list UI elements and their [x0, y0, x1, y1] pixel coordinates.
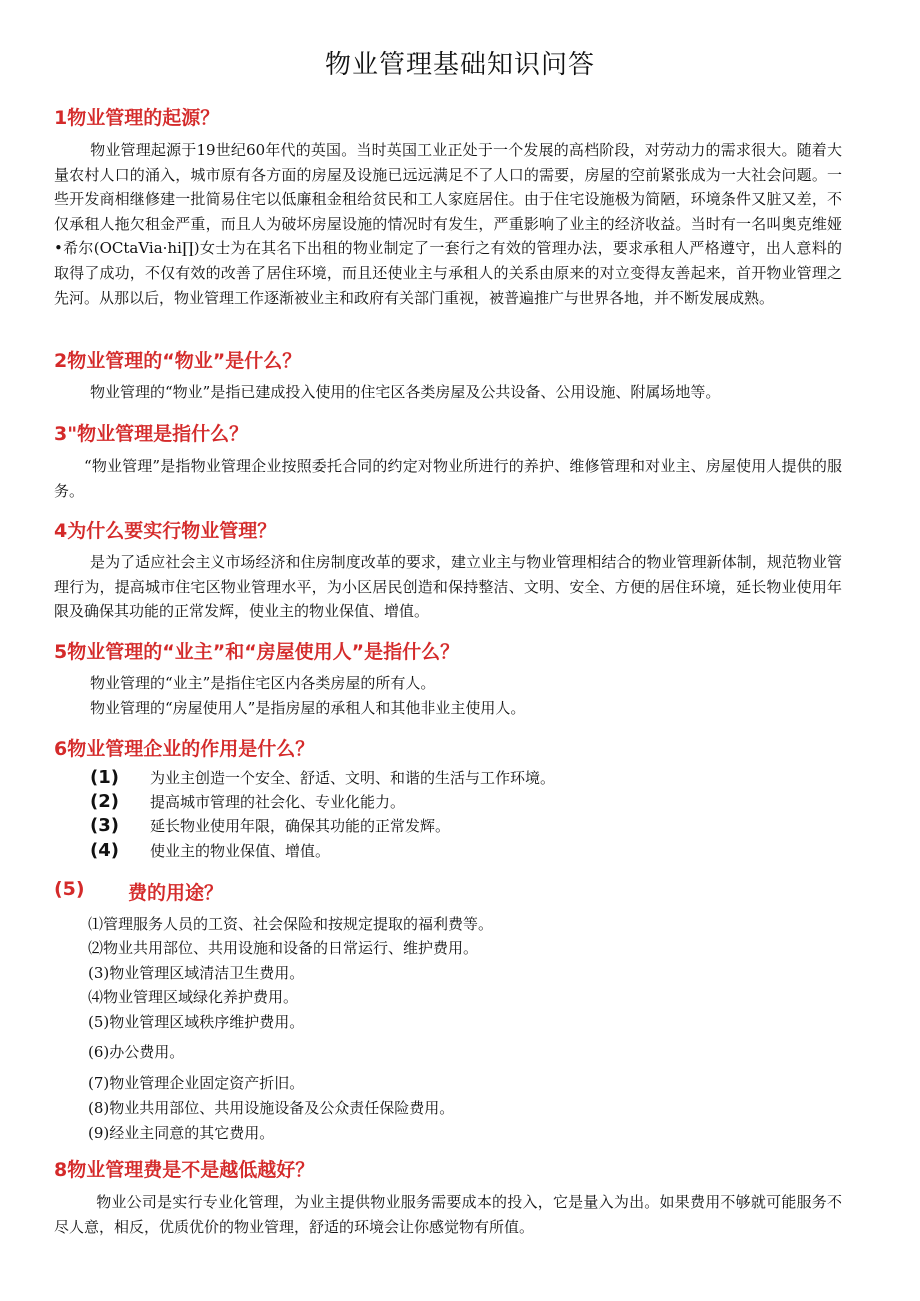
question-2-answer	[54, 380, 842, 405]
role-item-4	[90, 840, 330, 861]
role-item-number: (3)	[90, 815, 119, 836]
fee-use-item: ⑷物业管理区域绿化养护费用。	[88, 988, 299, 1006]
question-3-answer	[54, 454, 842, 503]
question-5-answer-line-2: 物业管理的“房屋使用人”是指房屋的承租人和其他非业主使用人。	[90, 699, 526, 717]
question-6-heading: 6物业管理企业的作用是什么？	[54, 738, 315, 760]
role-item-text: 提高城市管理的社会化、专业化能力。	[150, 793, 406, 811]
question-3-heading: 3"物业管理是指什么？	[54, 423, 249, 445]
role-item-2	[90, 791, 405, 812]
role-item-number: (2)	[90, 791, 119, 812]
question-1-answer-text: 物业管理起源于19世纪60年代的英国。当时英国工业正处于一个发展的高档阶段，对劳动力的需求很大。随着大量农村人口的涌入，城市原有各方面的房屋及设施已远远满足不了人口的需要，房屋的空前紧张成为一大社会问题。一些开发商相继修建一批简易住宅以低廉租金租给贫民和工人家庭居住。由于住宅设施极为简陋，环境条件又脏又差，不仅承租人拖欠租金严重，而且人为破坏房屋设施的情况时有发生，严重影响了业主的经济收益。当时有一名叫奥克维娅•希尔(OCtaVia·hi∏)女士为在其名下出租的物业制定了一套行之有效的管理办法，要求承租人严格遵守，出人意料的取得了成功，不仅有效的改善了居住环境，而且还使业主与承租人的关系由原来的对立变得友善起来，首开物业管理之先河。从那以后，物业管理工作逐渐被业主和政府有关部门重视，被普遍推广与世界各地，并不断发展成熟。	[54, 141, 842, 307]
question-5-heading: 5物业管理的“业主”和“房屋使用人”是指什么？	[54, 641, 460, 663]
question-1-answer	[54, 138, 842, 310]
fee-use-item: (7)物业管理企业固定资产折旧。	[88, 1074, 305, 1092]
question-5-answer-line-1: 物业管理的“业主”是指住宅区内各类房屋的所有人。	[90, 674, 436, 692]
fee-use-item: (6)办公费用。	[88, 1043, 185, 1061]
role-item-number: (4)	[90, 840, 119, 861]
question-7-number: (5)	[54, 878, 85, 900]
question-4-heading: 4为什么要实行物业管理？	[54, 520, 277, 542]
question-1-heading: 1物业管理的起源？	[54, 107, 220, 129]
role-item-3	[90, 815, 450, 836]
question-7-heading: 费的用途？	[128, 882, 224, 904]
question-4-answer	[54, 550, 842, 624]
fee-use-item: (8)物业共用部位、共用设施设备及公众责任保险费用。	[88, 1099, 455, 1117]
role-item-number: (1)	[90, 767, 119, 788]
role-item-text: 为业主创造一个安全、舒适、文明、和谐的生活与工作环境。	[150, 769, 556, 787]
role-item-text: 使业主的物业保值、增值。	[150, 842, 331, 860]
question-8-heading: 8物业管理费是不是越低越好？	[54, 1159, 315, 1181]
question-4-answer-text: 是为了适应社会主义市场经济和住房制度改革的要求，建立业主与物业管理相结合的物业管理新体制，规范物业管理行为，提高城市住宅区物业管理水平，为小区居民创造和保持整洁、文明、安全、方便的居住环境，延长物业使用年限及确保其功能的正常发辉，使业主的物业保值、增值。	[54, 553, 842, 621]
document-title: 物业管理基础知识问答	[324, 50, 595, 80]
question-2-answer-text: 物业管理的“物业”是指已建成投入使用的住宅区各类房屋及公共设备、公用设施、附属场地等。	[90, 383, 721, 401]
question-3-answer-text: “物业管理”是指物业管理企业按照委托合同的约定对物业所进行的养护、维修管理和对业主、房屋使用人提供的服务。	[54, 457, 842, 500]
fee-use-item: ⑴管理服务人员的工资、社会保险和按规定提取的福利费等。	[88, 915, 494, 933]
fee-use-item: (3)物业管理区域清洁卫生费用。	[88, 964, 305, 982]
role-item-1	[90, 767, 555, 788]
question-8-answer	[54, 1190, 842, 1239]
question-2-heading: 2物业管理的“物业”是什么？	[54, 350, 302, 372]
fee-use-item: (9)经业主同意的其它费用。	[88, 1124, 275, 1142]
fee-use-item: (5)物业管理区域秩序维护费用。	[88, 1013, 305, 1031]
question-8-answer-text: 物业公司是实行专业化管理，为业主提供物业服务需要成本的投入，它是量入为出。如果费用不够就可能服务不尽人意，相反，优质优价的物业管理，舒适的环境会让你感觉物有所值。	[54, 1193, 842, 1236]
fee-use-item: ⑵物业共用部位、共用设施和设备的日常运行、维护费用。	[88, 939, 479, 957]
role-item-text: 延长物业使用年限，确保其功能的正常发辉。	[150, 817, 451, 835]
